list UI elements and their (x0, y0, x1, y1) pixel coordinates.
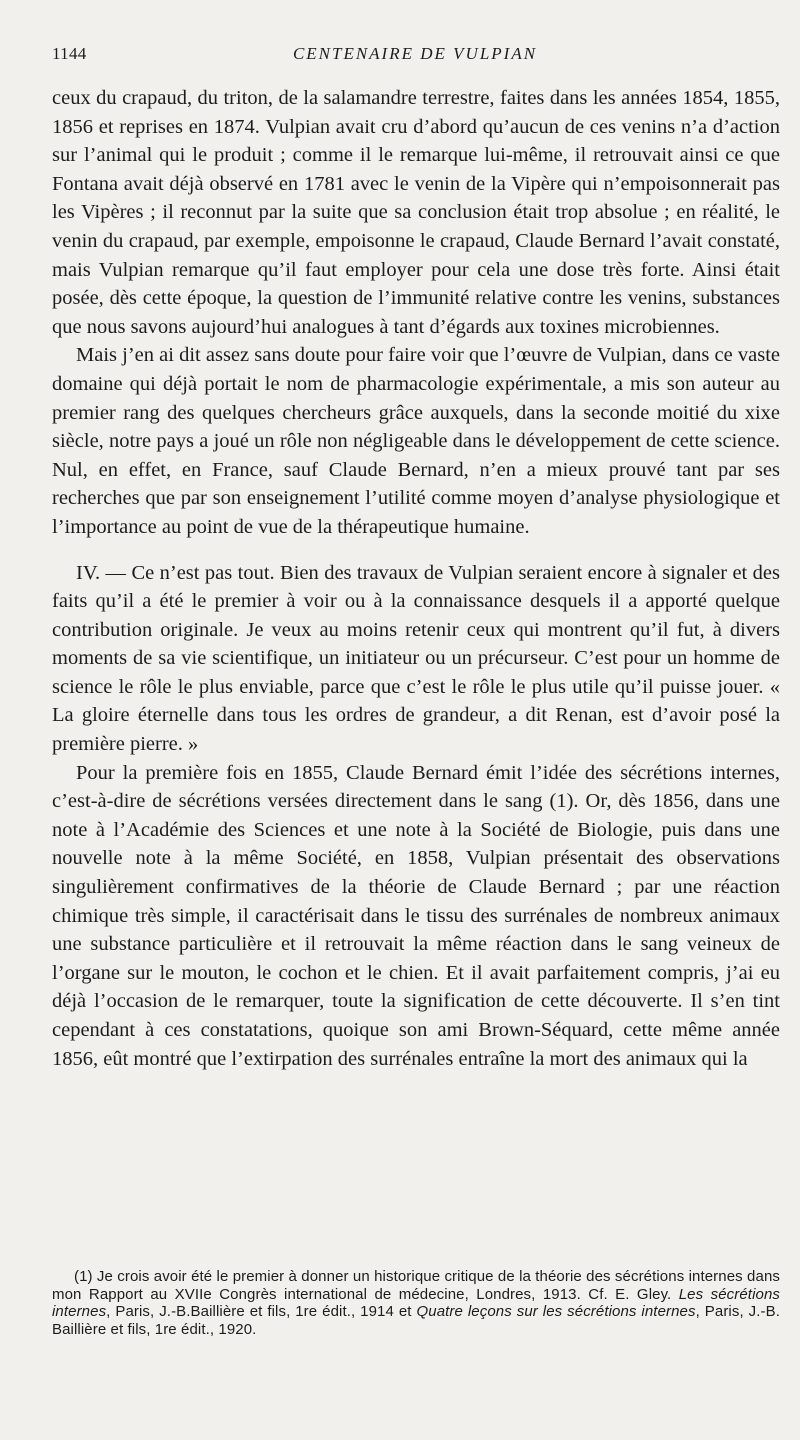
paragraph-venins: ceux du crapaud, du triton, de la salamandre terrestre, faites dans les années 1854, 1855, 1856 et reprises en 1874. Vulpian avait cru d’abord qu’aucun de ces venins n’a d’action sur l’animal qui le produit ; comme il le remarque lui-même, il retrouvait ainsi ce que Fontana avait déjà observé en 1781 avec le venin de la Vipère qui n’empoisonnerait pas les Vipères ; il reconnut par la suite que sa conclusion était trop absolue ; en réalité, le venin du crapaud, par exemple, empoisonne le crapaud, Claude Bernard l’avait constaté, mais Vulpian remarque qu’il faut employer pour cela une dose très forte. Ainsi était posée, dès cette époque, la question de l’immunité relative contre les venins, substances que nous savons aujourd’hui analogues à tant d’égards aux toxines microbiennes. (52, 87, 780, 338)
page-header (52, 44, 778, 70)
running-title: CENTENAIRE DE VULPIAN (292, 44, 538, 63)
footnote-text-e: , Paris, J.-B. Baillière et fils, 1re édit., 1920. (52, 1303, 780, 1338)
footnote-text-c: , Paris, J.-B.Baillière et fils, 1re édit., 1914 et (106, 1303, 412, 1320)
footnote-text-a: (1) Je crois avoir été le premier à donner un historique critique de la théorie des sécrétions internes dans mon Rapport au XVIIe Congrès international de médecine, Londres, 1913. Cf. E. Gley. (52, 1268, 780, 1303)
paragraph-section-iv: IV. — Ce n’est pas tout. Bien des travaux de Vulpian seraient encore à signaler et des faits qu’il a été le premier à voir ou à la connaissance desquels il a apporté quelque contribution originale. Je veux au moins retenir ceux qui montrent qu’il fut, à divers moments de sa vie scientifique, un initiateur ou un précurseur. C’est pour un homme de science le rôle le plus enviable, parce que c’est le rôle le plus utile qu’il puisse jouer. « La gloire éternelle dans tous les ordres de grandeur, a dit Renan, est d’avoir posé la première pierre. » (52, 561, 780, 756)
footnote (52, 1268, 780, 1338)
paragraph-pharmacologie: Mais j’en ai dit assez sans doute pour faire voir que l’œuvre de Vulpian, dans ce vaste domaine qui déjà portait le nom de pharmacologie expérimentale, a mis son auteur au premier rang des quelques chercheurs grâce auxquels, dans la seconde moitié du xixe siècle, notre pays a joué un rôle non négligeable dans le développement de cette science. Nul, en effet, en France, sauf Claude Bernard, n’en a mieux prouvé tant par ses recherches que par son enseignement l’utilité comme moyen d’analyse physiologique et l’importance au point de vue de la thérapeutique humaine. (52, 344, 780, 538)
footnote-title-1: Les sécrétions internes (52, 1285, 780, 1320)
page-number: 1144 (52, 44, 87, 63)
paragraph-secretions-internes: Pour la première fois en 1855, Claude Bernard émit l’idée des sécrétions internes, c’est-à-dire de sécrétions versées directement dans le sang (1). Or, dès 1856, dans une note à l’Académie des Sciences et une note à la Société de Biologie, puis dans une nouvelle note à la même Société, en 1858, Vulpian présentait des observations singulièrement confirmatives de la théorie de Claude Bernard ; par une réaction chimique très simple, il caractérisait dans le tissu des surrénales de nombreux animaux une substance particulière et il retrouvait la même réaction dans le sang veineux de l’organe sur le mouton, le cochon et le chien. Et il avait parfaitement compris, j’ai eu déjà l’occasion de le remarquer, toute la signification de cette découverte. Il s’en tint cependant à ces constatations, quoique son ami Brown-Séquard, cette même année 1856, eût montré que l’extirpation des surrénales entraîne la mort des animaux qui la (52, 761, 780, 1070)
body-text (52, 84, 780, 1073)
footnote-title-2: Quatre leçons sur les sécrétions internes (416, 1303, 696, 1320)
